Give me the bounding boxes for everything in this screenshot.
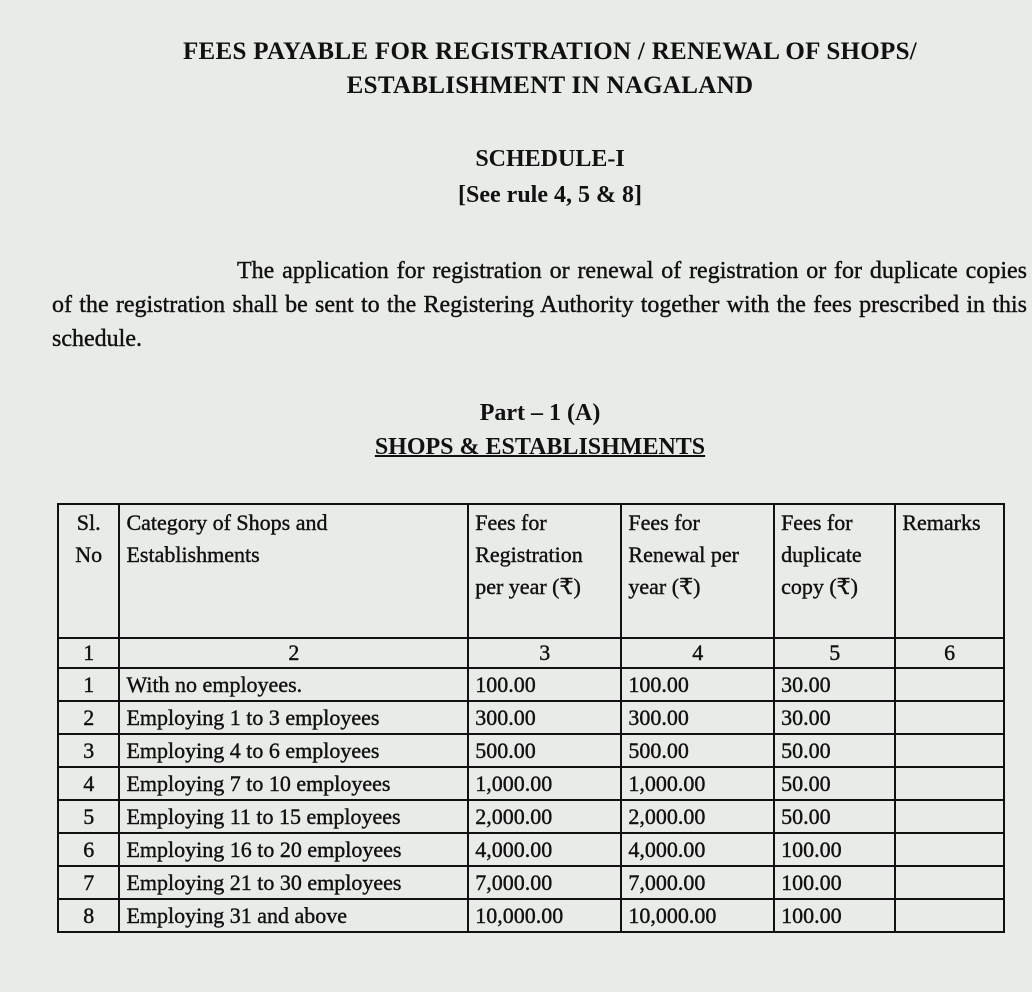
- table-row: [58, 734, 1004, 767]
- column-number: 2: [119, 638, 468, 668]
- registration-fee-cell: 100.00: [468, 668, 621, 701]
- column-number: 1: [58, 638, 119, 668]
- remarks-cell: [895, 767, 1004, 800]
- sl-no-cell: 6: [58, 833, 119, 866]
- duplicate-fee-cell: 100.00: [774, 866, 895, 899]
- duplicate-fee-cell: 100.00: [774, 899, 895, 932]
- remarks-cell: [895, 701, 1004, 734]
- sl-no-cell: 8: [58, 899, 119, 932]
- category-cell: Employing 16 to 20 employees: [119, 833, 468, 866]
- renewal-fee-cell: 7,000.00: [621, 866, 774, 899]
- duplicate-fee-cell: 30.00: [774, 701, 895, 734]
- header-renewal-fee: Fees for Renewal per year (₹): [621, 504, 774, 638]
- column-number: 5: [774, 638, 895, 668]
- table-row: [58, 668, 1004, 701]
- rule-reference: [See rule 4, 5 & 8]: [458, 182, 642, 208]
- table-row: [58, 800, 1004, 833]
- registration-fee-cell: 1,000.00: [468, 767, 621, 800]
- sl-no-cell: 4: [58, 767, 119, 800]
- section-heading: [0, 434, 1032, 461]
- table-row: [58, 899, 1004, 932]
- document-title-line-1: FEES PAYABLE FOR REGISTRATION / RENEWAL OF SHOPS/: [182, 38, 918, 65]
- sl-no-cell: 1: [58, 668, 119, 701]
- sl-no-cell: 3: [58, 734, 119, 767]
- table-header-row: [58, 504, 1004, 638]
- header-category: Category of Shops and Establishments: [119, 504, 468, 638]
- table-row: [58, 866, 1004, 899]
- duplicate-fee-cell: 50.00: [774, 800, 895, 833]
- registration-fee-cell: 4,000.00: [468, 833, 621, 866]
- renewal-fee-cell: 500.00: [621, 734, 774, 767]
- registration-fee-cell: 7,000.00: [468, 866, 621, 899]
- intro-paragraph-text: The application for registration or renewal of registration or for duplicate copies of the registration shall be sent to the Registering Authority together with the fees prescribed in this schedule.: [52, 258, 1027, 352]
- remarks-cell: [895, 899, 1004, 932]
- registration-fee-cell: 10,000.00: [468, 899, 621, 932]
- remarks-cell: [895, 833, 1004, 866]
- header-registration-fee: Fees for Registration per year (₹): [468, 504, 621, 638]
- column-number: 6: [895, 638, 1004, 668]
- column-number: 4: [621, 638, 774, 668]
- fees-table: [57, 503, 1005, 933]
- table-row: [58, 767, 1004, 800]
- category-cell: With no employees.: [119, 668, 468, 701]
- category-cell: Employing 31 and above: [119, 899, 468, 932]
- header-sl-no: Sl. No: [58, 504, 119, 638]
- remarks-cell: [895, 734, 1004, 767]
- renewal-fee-cell: 100.00: [621, 668, 774, 701]
- table-row: [58, 701, 1004, 734]
- header-duplicate-fee: Fees for duplicate copy (₹): [774, 504, 895, 638]
- remarks-cell: [895, 668, 1004, 701]
- column-number: 3: [468, 638, 621, 668]
- registration-fee-cell: 300.00: [468, 701, 621, 734]
- sl-no-cell: 2: [58, 701, 119, 734]
- part-heading: Part – 1 (A): [479, 400, 601, 426]
- intro-paragraph: [52, 254, 1027, 356]
- column-number-row: [58, 638, 1004, 668]
- registration-fee-cell: 2,000.00: [468, 800, 621, 833]
- sl-no-cell: 7: [58, 866, 119, 899]
- duplicate-fee-cell: 50.00: [774, 767, 895, 800]
- registration-fee-cell: 500.00: [468, 734, 621, 767]
- header-remarks: Remarks: [895, 504, 1004, 638]
- category-cell: Employing 1 to 3 employees: [119, 701, 468, 734]
- schedule-heading: SCHEDULE-I: [475, 146, 625, 172]
- renewal-fee-cell: 10,000.00: [621, 899, 774, 932]
- section-heading-text: SHOPS & ESTABLISHMENTS: [374, 434, 706, 460]
- remarks-cell: [895, 866, 1004, 899]
- duplicate-fee-cell: 30.00: [774, 668, 895, 701]
- renewal-fee-cell: 300.00: [621, 701, 774, 734]
- remarks-cell: [895, 800, 1004, 833]
- document-title-line-2: ESTABLISHMENT IN NAGALAND: [346, 72, 754, 99]
- category-cell: Employing 11 to 15 employees: [119, 800, 468, 833]
- renewal-fee-cell: 4,000.00: [621, 833, 774, 866]
- category-cell: Employing 4 to 6 employees: [119, 734, 468, 767]
- category-cell: Employing 7 to 10 employees: [119, 767, 468, 800]
- category-cell: Employing 21 to 30 employees: [119, 866, 468, 899]
- duplicate-fee-cell: 100.00: [774, 833, 895, 866]
- renewal-fee-cell: 1,000.00: [621, 767, 774, 800]
- table-row: [58, 833, 1004, 866]
- sl-no-cell: 5: [58, 800, 119, 833]
- duplicate-fee-cell: 50.00: [774, 734, 895, 767]
- renewal-fee-cell: 2,000.00: [621, 800, 774, 833]
